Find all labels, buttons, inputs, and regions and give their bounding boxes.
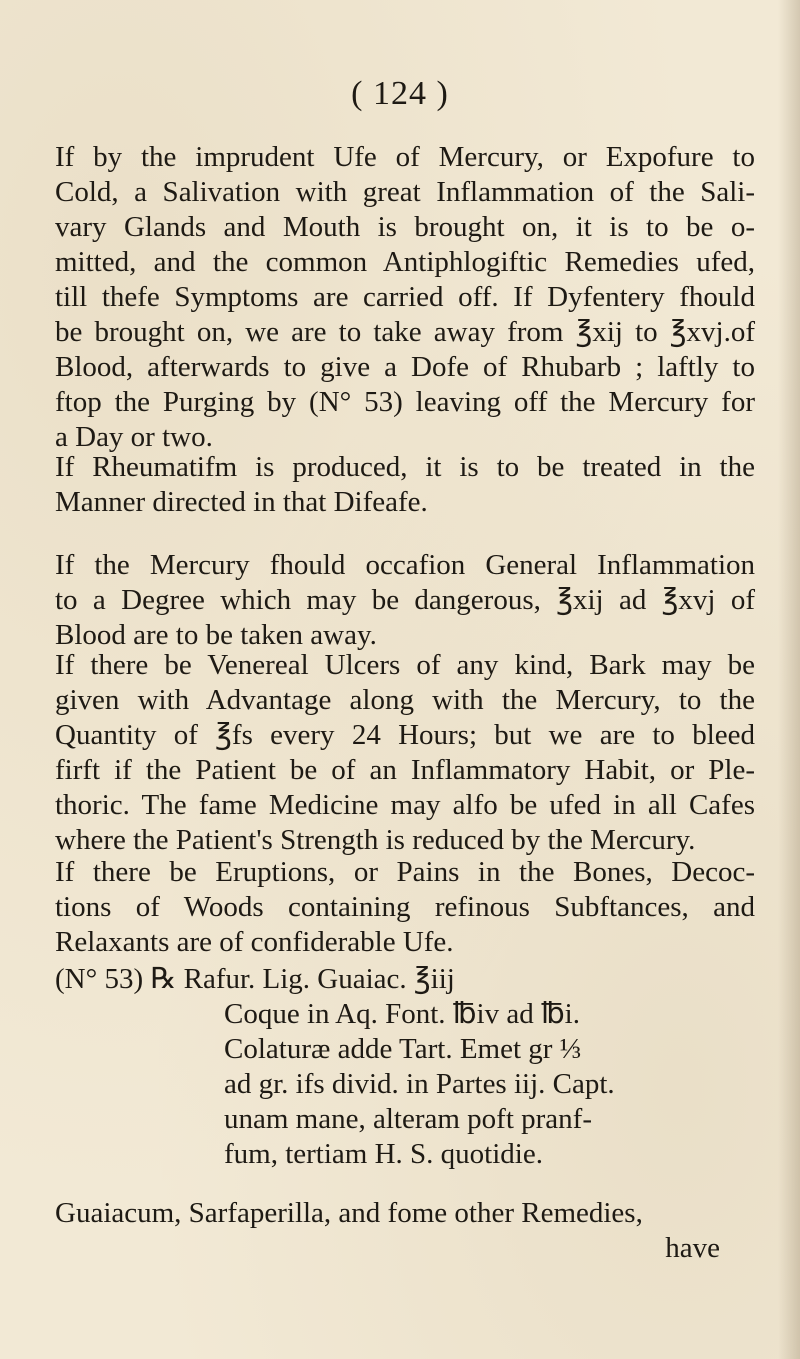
paragraph-salivation (55, 140, 755, 455)
paragraph-rheumatism (55, 450, 755, 520)
text-line: If the Mercury fhould occafion General Inflammation (55, 549, 755, 581)
paragraph-venereal-ulcers (55, 648, 755, 858)
text-line: Guaiacum, Sarfaperilla, and fome other Remedies, (55, 1197, 643, 1229)
page-number: ( 124 ) (351, 75, 449, 112)
text-line: If Rheumatifm is produced, it is to be treated in the (55, 451, 755, 483)
text-line: Relaxants are of confiderable Ufe. (55, 926, 454, 958)
prescription-line: Coque in Aq. Font. ℔iv ad ℔i. (224, 998, 580, 1030)
text-line: where the Patient's Strength is reduced by the Mercury. (55, 824, 696, 856)
text-line: Quantity of ℥fs every 24 Hours; but we are to bleed (55, 719, 755, 751)
text-line: tions of Woods containing refinous Subftances, and (55, 891, 755, 923)
text-line: till thefe Symptoms are carried off. If Dyfentery fhould (55, 281, 755, 313)
paragraph-eruptions (55, 855, 755, 960)
text-line: If there be Eruptions, or Pains in the Bones, Decoc- (55, 856, 755, 888)
text-line: mitted, and the common Antiphlogiftic Remedies ufed, (55, 246, 755, 278)
prescription-lead: (N° 53) ℞ Rafur. Lig. Guaiac. ℥iij (55, 963, 455, 995)
text-line: vary Glands and Mouth is brought on, it is to be o- (55, 211, 755, 243)
paragraph-inflammation (55, 548, 755, 653)
text-line: given with Advantage along with the Mercury, to the (55, 684, 755, 716)
catchword: have (665, 1232, 720, 1264)
final-block (55, 1196, 755, 1266)
text-line: ftop the Purging by (N° 53) leaving off the Mercury for (55, 386, 755, 418)
text-line: Cold, a Salivation with great Inflammation of the Sali- (55, 176, 755, 208)
text-line: firft if the Patient be of an Inflammatory Habit, or Ple- (55, 754, 755, 786)
text-line: to a Degree which may be dangerous, ℥xij ad ℥xvj of (55, 584, 755, 616)
text-line: If by the imprudent Ufe of Mercury, or Expofure to (55, 141, 755, 173)
page-edge-shadow (778, 0, 800, 1359)
text-line: thoric. The fame Medicine may alfo be ufed in all Cafes (55, 789, 755, 821)
text-line: Blood, afterwards to give a Dofe of Rhubarb ; laftly to (55, 351, 755, 383)
text-line: a Day or two. (55, 421, 213, 453)
prescription-block (55, 962, 755, 1172)
text-line: Manner directed in that Difeafe. (55, 486, 428, 518)
text-line: Blood are to be taken away. (55, 619, 377, 651)
prescription-line: fum, tertiam H. S. quotidie. (224, 1138, 543, 1170)
text-line: If there be Venereal Ulcers of any kind, Bark may be (55, 649, 755, 681)
prescription-line: unam mane, alteram poft pranf- (224, 1103, 592, 1135)
prescription-line: ad gr. ifs divid. in Partes iij. Capt. (224, 1068, 615, 1100)
text-line: be brought on, we are to take away from ℥xij to ℥xvj.of (55, 316, 755, 348)
prescription-line: Colaturæ adde Tart. Emet gr ⅓ (224, 1033, 582, 1065)
